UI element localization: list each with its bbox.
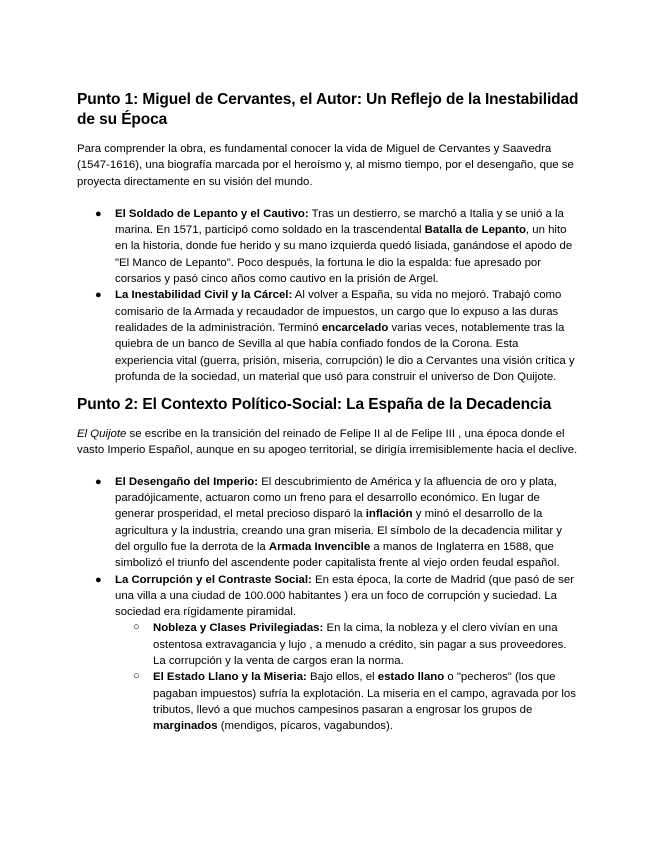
item-bold-text: marginados	[153, 720, 218, 733]
bullet-icon: ●	[95, 289, 102, 302]
intro-paragraph-punto-2	[77, 426, 579, 459]
list-item-corrupcion-contraste	[77, 572, 579, 735]
bullet-icon: ●	[95, 573, 102, 586]
list-item-desengano-imperio	[77, 474, 579, 572]
item-text: a manos de Inglaterra en 1588, que simbolizó el triunfo del ascendente poder capitalista frente al viejo orden feudal español.	[115, 540, 560, 570]
bullet-list-punto-2	[77, 474, 579, 735]
item-bold-text: inflación	[365, 508, 413, 521]
item-text: varias veces, notablemente tras la quiebra de un banco de Sevilla al que había confiado fondos de la Corona. Esta experiencia vital (guerra, prisión, miseria, corrupción) le dio a Cervantes una visión crítica y profunda de la sociedad, un material que usó para construir el universo de Don Quijote.	[115, 321, 575, 383]
sub-item-estado-llano	[115, 669, 579, 734]
item-label: La Corrupción y el Contraste Social:	[115, 573, 312, 586]
intro-text: se escribe en la transición del reinado de Felipe II al de Felipe III , una época donde el vasto Imperio Español, aunque en su apogeo territorial, se dirigía irremisiblemente hacia el declive.	[77, 428, 578, 457]
item-text: y minó el desarrollo de la agricultura y la industria, creando una gran miseria. El símbolo de la decadencia militar y del orgullo fue la derrota de la	[115, 508, 562, 553]
item-text: Bajo ellos, el	[306, 671, 378, 684]
list-item-inestabilidad-civil	[77, 287, 579, 385]
sub-list	[115, 620, 579, 734]
section-heading-punto-1: Punto 1: Miguel de Cervantes, el Autor: Un Reflejo de la Inestabilidad de su Época	[77, 91, 579, 128]
circle-bullet-icon: ○	[133, 621, 140, 634]
item-text: En la cima, la nobleza y el clero vivían en una ostentosa extravagancia y lujo , a menudo a crédito, sin pagar a sus proveedores. La corrupción y la venta de cargos eran la norma.	[153, 622, 567, 668]
bullet-icon: ●	[95, 207, 102, 220]
item-text: Al volver a España, su vida no mejoró. Trabajó como comisario de la Armada y recaudador de impuestos, un cargo que lo expuso a las duras realidades de la administración. Terminó	[115, 289, 562, 334]
bullet-list-punto-1	[77, 206, 579, 385]
item-text: (mendigos, pícaros, vagabundos).	[217, 720, 393, 733]
item-text: El descubrimiento de América y la afluencia de oro y plata, paradójicamente, actuaron como un freno para el desarrollo económico. En lugar de generar prosperidad, el metal precioso disparó la	[115, 475, 557, 521]
item-label: El Desengaño del Imperio:	[115, 475, 259, 488]
item-bold-text: Armada Invencible	[268, 540, 371, 553]
bullet-icon: ●	[95, 475, 102, 488]
item-label: Nobleza y Clases Privilegiadas:	[153, 622, 324, 635]
item-text: Tras un destierro, se marchó a Italia y se unió a la marina. En 1571, participó como soldado en la trascendental	[115, 207, 564, 237]
sub-item-nobleza	[115, 620, 579, 669]
item-bold-text: Batalla de Lepanto	[424, 224, 526, 237]
item-text: o "pecheros" (los que pagaban impuestos) sufría la explotación. La miseria en el campo, agravada por los tributos, llevó a que muchos campesinos pasaran a engrosar los grupos de	[153, 671, 576, 716]
item-label: El Estado Llano y la Miseria:	[153, 671, 307, 684]
item-label: El Soldado de Lepanto y el Cautivo:	[115, 207, 309, 220]
section-heading-punto-2: Punto 2: El Contexto Político-Social: La España de la Decadencia	[77, 396, 552, 414]
list-item-soldado-lepanto	[77, 206, 579, 287]
item-bold-text: estado llano	[377, 671, 445, 684]
item-bold-text: encarcelado	[321, 321, 389, 334]
item-text: En esta época, la corte de Madrid (que pasó de ser una villa a una ciudad de 100.000 habitantes ) era un foco de corrupción y suciedad. La sociedad era rígidamente piramidal.	[115, 573, 574, 619]
intro-paragraph-punto-1: Para comprender la obra, es fundamental conocer la vida de Miguel de Cervantes y Saavedra (1547-1616), una biografía marcada por el heroísmo y, al mismo tiempo, por el desengaño, que se proyecta directamente en su visión del mundo.	[77, 143, 574, 188]
book-title: El Quijote	[77, 428, 127, 441]
item-text: , un hito en la historia, donde fue herido y su mano izquierda quedó lisiada, ganándose el apodo de "El Manco de Lepanto". Poco después, la fortuna le dio la espalda: fue apresado por corsarios y pasó cinco años como cautivo en la prisión de Argel.	[115, 224, 573, 286]
item-label: La Inestabilidad Civil y la Cárcel:	[115, 289, 293, 302]
circle-bullet-icon: ○	[133, 670, 140, 683]
document-page	[77, 90, 579, 735]
